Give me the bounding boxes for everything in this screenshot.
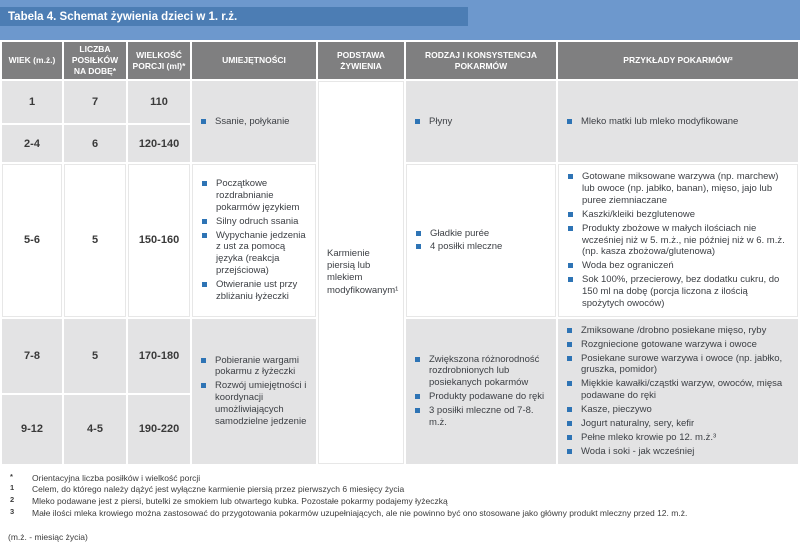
list-item-text: Ssanie, połykanie [215,115,290,127]
footnote-text: Małe ilości mleka krowiego można zastosować do przygotowania pokarmów uzupełniających, ale nie powinno być ono stosowane jako główny produkt mleczny przed 12. m.ż. [32,508,688,519]
list-item-text: Otwieranie ust przy zbliżaniu łyżeczki [216,279,298,302]
legend-text: (m.ż. - miesiąc życia) [8,532,88,542]
list-item [202,216,310,228]
examples-cell [558,319,798,464]
age-cell: 7-8 [2,319,62,393]
bullet-square-icon [202,219,207,224]
bullet-square-icon [416,244,421,249]
meals-cell: 7 [64,81,126,123]
footnote-text: Orientacyjna liczba posiłków i wielkość porcji [32,472,201,483]
list-item-text: Rozwój umiejętności i koordynacji umożliwiających samodzielne jedzenie [215,380,307,427]
bullet-square-icon [415,408,420,413]
feeding-basis-text: Karmienie piersią lub mlekiem modyfikowanym¹ [327,247,399,296]
list-item [201,116,311,128]
list-item-text: Pełne mleko krowie po 12. m.ż.³ [581,431,717,443]
bullet-square-icon [568,212,573,217]
food-type-list [406,110,556,134]
bullet-square-icon [201,358,206,363]
column-header-meals-per-day: LICZBA POSIŁKÓW NA DOBĘ* [64,42,126,79]
bullet-square-icon [202,282,207,287]
bullet-square-icon [567,381,572,386]
list-item [201,355,311,379]
list-item [567,432,793,444]
examples-list [558,110,798,134]
bullet-square-icon [567,421,572,426]
bullet-square-icon [415,119,420,124]
portion-cell: 120-140 [128,125,190,162]
list-item [567,378,793,402]
feeding-table [0,40,800,466]
meals-cell: 5 [64,319,126,393]
list-item [415,354,551,390]
footnote-text: Mleko podawane jest z piersi, butelki ze smokiem lub otwartego kubka. Pozostałe pokarmy podajemy łyżeczką [32,496,448,507]
list-item-text: Woda bez ograniczeń [582,260,674,272]
column-header-feeding-basis: PODSTAWA ŻYWIENIA [318,42,404,79]
footnote [8,496,790,508]
list-item-text: Produkty zbożowe w małych ilościach nie wcześniej niż w 5. m.ż., nie później niż w 6. m.ż. (np. kasza zbożowa/glutenowa) [582,222,785,258]
portion-cell: 170-180 [128,319,190,393]
bullet-square-icon [567,407,572,412]
age-cell: 2-4 [2,125,62,162]
skills-cell [192,319,316,464]
skills-list [192,349,316,434]
title-strip [0,7,468,26]
meals-cell: 6 [64,125,126,162]
food-type-list [406,348,556,435]
list-item [568,209,792,221]
age-cell: 9-12 [2,395,62,464]
skills-list [193,172,315,309]
list-item-text: Płyny [429,115,453,127]
examples-list [559,165,797,316]
bullet-square-icon [567,449,572,454]
list-item-text: Początkowe rozdrabnianie pokarmów językiem [216,178,300,213]
bullet-square-icon [202,233,207,238]
list-item-text: Silny odruch ssania [216,215,299,227]
list-item [415,405,551,429]
skills-list [192,110,316,134]
list-item-text: Sok 100%, przecierowy, bez dodatku cukru, do 150 ml na dobę (porcja liczona z ilością spożytych owoców) [582,274,780,309]
column-header-food-examples: PRZYKŁADY POKARMÓW² [558,42,798,79]
bullet-square-icon [415,357,420,362]
list-item-text: Miękkie kawałki/cząstki warzyw, owoców, mięsa podawane do ręki [581,378,783,402]
list-item-text: 3 posiłki mleczne od 7-8. m.ż. [429,405,534,428]
list-item-text: Posiekane surowe warzywa i owoce (np. jabłko, gruszka, pomidor) [581,352,783,376]
list-item [202,178,310,214]
table-title: Tabela 4. Schemat żywienia dzieci w 1. r.ż. [8,10,238,23]
footnote [8,484,790,496]
portion-cell: 190-220 [128,395,190,464]
food-type-list [407,222,555,260]
portion-cell: 110 [128,81,190,123]
bullet-square-icon [568,277,573,282]
meals-cell: 5 [64,164,126,317]
footnote-marker: 1 [10,483,15,493]
food-type-cell [406,319,556,464]
list-item-text: Zwiększona różnorodność rozdrobnionych lub posiekanych pokarmów [429,353,540,389]
list-item-text: Mleko matki lub mleko modyfikowane [581,115,739,127]
list-item [416,228,550,240]
list-item [567,353,793,377]
footnote-marker: 2 [10,495,15,505]
list-item [416,241,550,253]
list-item [568,171,792,207]
list-item-text: Jogurt naturalny, sery, kefir [581,417,695,429]
bullet-square-icon [568,226,573,231]
list-item-text: Rozgniecione gotowane warzywa i owoce [581,338,757,350]
list-item [415,391,551,403]
bullet-square-icon [567,342,572,347]
bullet-square-icon [567,356,572,361]
list-item [415,116,551,128]
list-item [568,274,792,310]
list-item [567,404,793,416]
bullet-square-icon [416,231,421,236]
bullet-square-icon [567,119,572,124]
header-row [2,42,798,79]
list-item [567,325,793,337]
examples-cell [558,81,798,162]
list-item [567,116,793,128]
list-item-text: Woda i soki - jak wcześniej [581,445,695,457]
bullet-square-icon [568,263,573,268]
list-item [567,339,793,351]
list-item [568,223,792,259]
list-item [567,418,793,430]
age-cell: 1 [2,81,62,123]
skills-cell [192,164,316,317]
list-item [568,260,792,272]
bullet-square-icon [201,383,206,388]
portion-cell: 150-160 [128,164,190,317]
bullet-square-icon [568,174,573,179]
examples-list [558,319,798,464]
footnote-marker: * [10,471,13,481]
list-item [201,380,311,428]
list-item [202,279,310,303]
bullet-square-icon [415,394,420,399]
feeding-basis-cell [318,81,404,463]
footnote [8,508,790,520]
footnote-marker: 3 [10,507,15,517]
footnote [8,473,790,485]
examples-cell [558,164,798,317]
column-header-skills: UMIEJĘTNOŚCI [192,42,316,79]
list-item-text: 4 posiłki mleczne [430,241,503,253]
meals-cell: 4-5 [64,395,126,464]
column-header-age: WIEK (m.ż.) [2,42,62,79]
table-row-1 [2,81,798,123]
list-item-text: Zmiksowane /drobno posiekane mięso, ryby [581,324,767,336]
footnote-text: Celem, do którego należy dążyć jest wyłączne karmienie piersią przez pierwszych 6 miesięcy życia [32,484,405,495]
list-item-text: Produkty podawane do ręki [429,391,545,403]
list-item-text: Wypychanie jedzenia z ust za pomocą języka (reakcja przejściowa) [216,229,306,277]
list-item [567,446,793,458]
list-item-text: Gładkie purée [430,227,490,239]
food-type-cell [406,81,556,162]
list-item [202,230,310,278]
food-type-cell [406,164,556,317]
skills-cell [192,81,316,162]
list-item-text: Kaszki/kleiki bezglutenowe [582,208,696,220]
bullet-square-icon [201,119,206,124]
title-bar [0,0,800,40]
list-item-text: Pobieranie wargami pokarmu z łyżeczki [215,354,299,378]
column-header-portion-size: WIELKOŚĆ PORCJI (ml)* [128,42,190,79]
bullet-square-icon [567,328,572,333]
bullet-square-icon [567,435,572,440]
list-item-text: Gotowane miksowane warzywa (np. marchew) lub owoce (np. jabłko, banan), mięso, jajo lub puree ziemniaczane [582,171,779,206]
bullet-square-icon [202,181,207,186]
column-header-food-type: RODZAJ I KONSYSTENCJA POKARMÓW [406,42,556,79]
list-item-text: Kasze, pieczywo [581,404,652,416]
age-cell: 5-6 [2,164,62,317]
